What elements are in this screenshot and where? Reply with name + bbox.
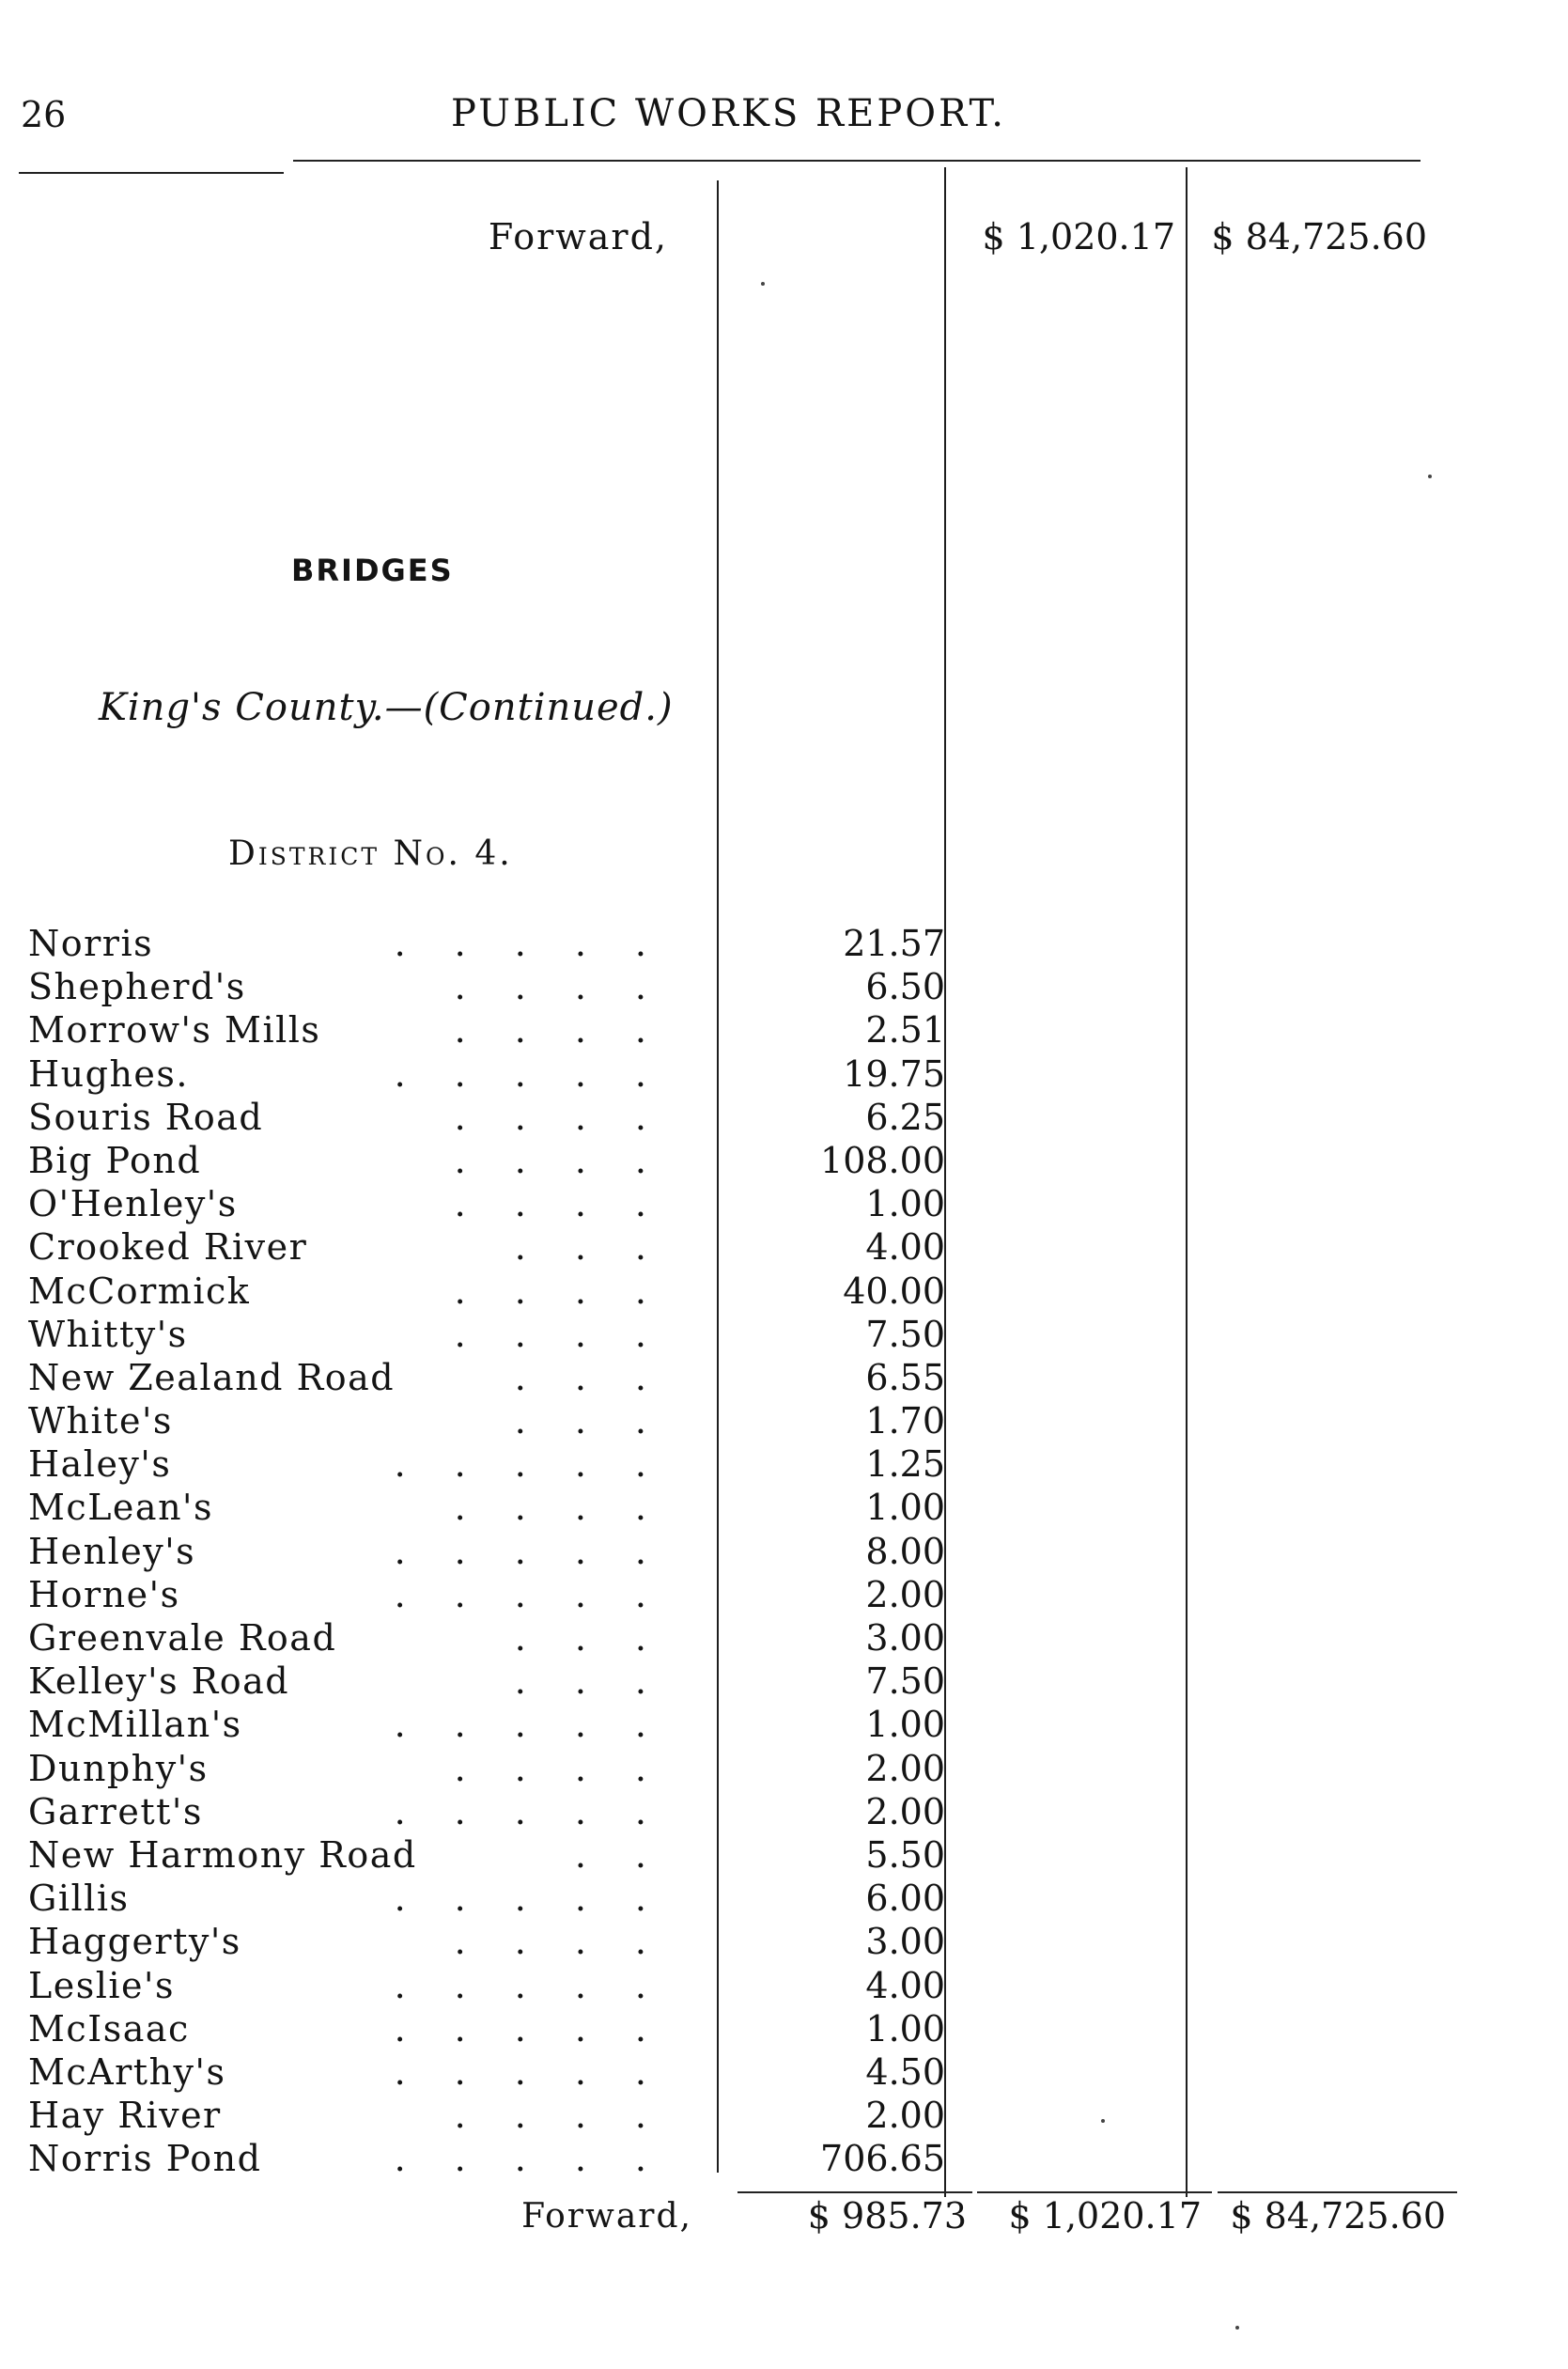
list-item: [0, 923, 1568, 966]
leader-dots: .....: [394, 2050, 695, 2093]
leader-dots: ....: [454, 1096, 695, 1138]
leader-dots: .....: [394, 1704, 695, 1746]
total-rule-col1: [737, 2191, 972, 2193]
list-item: [0, 1443, 1568, 1487]
leader-dots: .....: [394, 923, 695, 964]
leader-dots: .....: [394, 1964, 695, 2006]
running-head: PUBLIC WORKS REPORT.: [451, 92, 1006, 135]
bridge-amount: 706.65: [820, 2138, 945, 2180]
bridge-name: Hughes.: [28, 1052, 189, 1095]
leader-dots: .....: [394, 1530, 695, 1572]
leader-dots: .....: [394, 2007, 695, 2049]
list-item: [0, 1400, 1568, 1443]
bridge-amount: 1.00: [865, 2007, 945, 2049]
list-item: [0, 1748, 1568, 1791]
bridge-name: Garrett's: [28, 1790, 203, 1832]
list-item: [0, 1053, 1568, 1097]
bridge-amount: 2.00: [865, 1790, 945, 1832]
list-item: [0, 1704, 1568, 1747]
list-item: [0, 1357, 1568, 1400]
list-item: [0, 1965, 1568, 2008]
list-item: [0, 966, 1568, 1009]
bridge-name: Hay River: [28, 2095, 222, 2137]
bridge-amount: 4.00: [865, 1226, 945, 1269]
bridge-name: White's: [28, 1400, 173, 1442]
bridge-amount: 2.00: [865, 2095, 945, 2137]
leader-dots: .....: [394, 1052, 695, 1095]
list-item: [0, 1183, 1568, 1226]
list-item: [0, 1226, 1568, 1270]
bridge-amount: 4.50: [865, 2050, 945, 2093]
bridge-name: Souris Road: [28, 1096, 264, 1138]
list-item: [0, 1834, 1568, 1878]
total-rule-col2: [977, 2191, 1212, 2193]
bridge-amount: 2.00: [865, 1573, 945, 1615]
list-item: [0, 2051, 1568, 2095]
forward-amount-top-col3: $ 84,725.60: [1211, 216, 1427, 257]
leader-dots: ...: [514, 1356, 695, 1398]
bridge-amount: 3.00: [865, 1617, 945, 1659]
leader-dots: .....: [394, 1443, 695, 1486]
list-item: [0, 1314, 1568, 1357]
leader-dots: ....: [454, 1139, 695, 1181]
bridge-amount: 3.00: [865, 1921, 945, 1963]
bridge-amount: 6.55: [865, 1356, 945, 1398]
leader-dots: ....: [454, 966, 695, 1008]
bridge-amount: 4.00: [865, 1964, 945, 2006]
print-speck: [1235, 2326, 1239, 2330]
bridge-amount: 6.25: [865, 1096, 945, 1138]
bridge-name: Shepherd's: [28, 966, 246, 1008]
bridge-amount: 6.00: [865, 1878, 945, 1920]
list-item: [0, 1660, 1568, 1704]
bridge-amount: 40.00: [843, 1270, 945, 1312]
bridge-name: McMillan's: [28, 1704, 242, 1746]
bridge-name: Haley's: [28, 1443, 172, 1486]
bridge-amount: 8.00: [865, 1530, 945, 1572]
total-rule-col3: [1218, 2191, 1457, 2193]
leader-dots: ....: [454, 1921, 695, 1963]
forward-label-top: Forward,: [488, 216, 668, 257]
list-item: [0, 2138, 1568, 2181]
forward-amount-bottom-col2: $ 1,020.17: [1008, 2195, 1202, 2237]
bridge-name: McLean's: [28, 1487, 213, 1529]
leader-dots: ....: [454, 1009, 695, 1052]
bridge-name: McIsaac: [28, 2007, 190, 2049]
header-rule-right: [293, 160, 1421, 162]
bridge-amount: 1.00: [865, 1183, 945, 1225]
bridge-name: Big Pond: [28, 1139, 202, 1181]
list-item: [0, 2095, 1568, 2138]
list-item: [0, 1878, 1568, 1921]
bridge-amount: 2.51: [865, 1009, 945, 1052]
print-speck: [1428, 475, 1432, 478]
bridge-name: New Zealand Road: [28, 1356, 396, 1398]
list-item: [0, 2008, 1568, 2051]
bridge-name: Morrow's Mills: [28, 1009, 321, 1052]
page-number: 26: [21, 94, 67, 135]
bridge-amount: 7.50: [865, 1660, 945, 1703]
leader-dots: ...: [514, 1617, 695, 1659]
list-item: [0, 1921, 1568, 1964]
list-item: [0, 1791, 1568, 1834]
print-speck: [761, 282, 765, 286]
bridge-amount: 5.50: [865, 1833, 945, 1876]
bridge-name: Norris: [28, 923, 154, 964]
bridge-name: Greenvale Road: [28, 1617, 337, 1659]
print-speck: [1101, 2119, 1105, 2123]
forward-amount-bottom-col1: $ 985.73: [807, 2195, 967, 2237]
leader-dots: ....: [454, 1313, 695, 1355]
list-item: [0, 1617, 1568, 1660]
bridge-name: Whitty's: [28, 1313, 188, 1355]
bridge-name: Gillis: [28, 1878, 130, 1920]
bridge-name: Horne's: [28, 1573, 180, 1615]
bridge-list: [0, 923, 1568, 2181]
bridge-name: Norris Pond: [28, 2138, 262, 2180]
bridge-amount: 7.50: [865, 1313, 945, 1355]
leader-dots: .....: [394, 1573, 695, 1615]
bridge-name: Leslie's: [28, 1964, 175, 2006]
bridge-name: Haggerty's: [28, 1921, 241, 1963]
bridge-name: McCormick: [28, 1270, 251, 1312]
leader-dots: .....: [394, 1790, 695, 1832]
leader-dots: ....: [454, 1487, 695, 1529]
bridge-name: Henley's: [28, 1530, 196, 1572]
bridge-name: Crooked River: [28, 1226, 308, 1269]
forward-label-bottom: Forward,: [521, 2197, 692, 2236]
leader-dots: ....: [454, 2095, 695, 2137]
bridge-name: McArthy's: [28, 2050, 226, 2093]
list-item: [0, 1097, 1568, 1140]
forward-amount-bottom-col3: $ 84,725.60: [1230, 2195, 1446, 2237]
section-heading: BRIDGES: [291, 553, 454, 588]
list-item: [0, 1531, 1568, 1574]
list-item: [0, 1140, 1568, 1183]
bridge-amount: 21.57: [843, 923, 945, 964]
leader-dots: ....: [454, 1747, 695, 1789]
bridge-amount: 1.00: [865, 1704, 945, 1746]
list-item: [0, 1574, 1568, 1617]
bridge-amount: 1.70: [865, 1400, 945, 1442]
bridge-amount: 108.00: [820, 1139, 945, 1181]
forward-amount-top-col2: $ 1,020.17: [982, 216, 1175, 257]
bridge-amount: 1.00: [865, 1487, 945, 1529]
leader-dots: ....: [454, 1270, 695, 1312]
header-rule-left: [19, 172, 284, 174]
list-item: [0, 1487, 1568, 1530]
list-item: [0, 1270, 1568, 1314]
list-item: [0, 1009, 1568, 1052]
leader-dots: ...: [514, 1660, 695, 1703]
bridge-name: New Harmony Road: [28, 1833, 417, 1876]
leader-dots: ...: [514, 1400, 695, 1442]
bridge-amount: 2.00: [865, 1747, 945, 1789]
leader-dots: .....: [394, 1878, 695, 1920]
leader-dots: ...: [514, 1226, 695, 1269]
bridge-amount: 6.50: [865, 966, 945, 1008]
bridge-name: O'Henley's: [28, 1183, 238, 1225]
leader-dots: .....: [394, 2138, 695, 2180]
bridge-amount: 1.25: [865, 1443, 945, 1486]
bridge-name: Dunphy's: [28, 1747, 209, 1789]
leader-dots: ..: [574, 1833, 695, 1876]
district-subheading: District No. 4.: [228, 834, 513, 873]
bridge-amount: 19.75: [843, 1052, 945, 1095]
county-subheading: King's County.—(Continued.): [99, 686, 674, 729]
leader-dots: ....: [454, 1183, 695, 1225]
bridge-name: Kelley's Road: [28, 1660, 290, 1703]
